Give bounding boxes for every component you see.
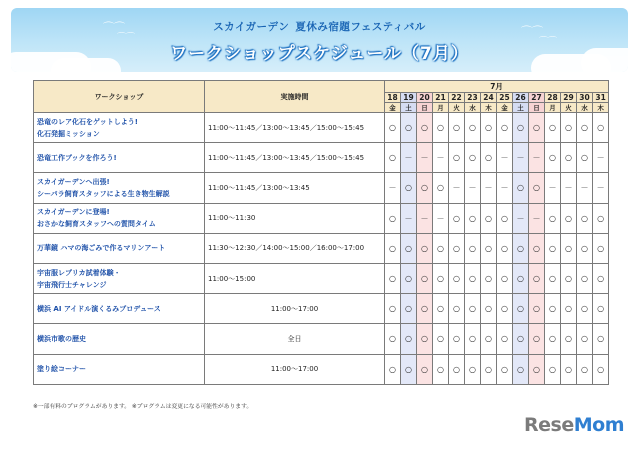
availability-mark: － [513,143,529,173]
availability-mark: ○ [577,233,593,263]
availability-mark: ○ [497,113,513,143]
workshop-name-line: 化石発掘ミッション [37,129,100,138]
availability-mark: ○ [401,354,417,384]
availability-mark: ○ [433,233,449,263]
availability-mark: ○ [577,324,593,354]
availability-mark: ○ [577,143,593,173]
availability-mark: － [497,173,513,203]
availability-mark: ○ [577,263,593,293]
workshop-name-line: 横浜 AI アイドル演くるみプロデュース [37,304,161,313]
availability-mark: ○ [417,113,433,143]
availability-mark: ○ [449,203,465,233]
table-row [34,203,609,233]
availability-mark: ○ [561,354,577,384]
availability-mark: ○ [497,203,513,233]
availability-mark: ○ [577,354,593,384]
footnote: ※一部有料のプログラムがあります。 ※プログラムは変更になる可能性があります。 [33,404,253,410]
weekday-header: 土 [401,103,417,113]
availability-mark: ○ [385,324,401,354]
availability-mark: ○ [497,324,513,354]
availability-mark: ○ [545,233,561,263]
weekday-header: 土 [513,103,529,113]
table-row [34,294,609,324]
weekday-header: 水 [465,103,481,113]
availability-mark: ○ [433,294,449,324]
day-header: 18 [385,93,401,103]
availability-mark: ○ [385,233,401,263]
availability-mark: － [545,173,561,203]
availability-mark: ○ [497,233,513,263]
weekday-header: 木 [481,103,497,113]
availability-mark: ○ [385,113,401,143]
venue-name: スカイガーデン [213,21,290,33]
availability-mark: ○ [577,203,593,233]
bird-icon: ⌒⌒ [103,21,125,34]
availability-mark: ○ [385,354,401,384]
availability-mark: ○ [561,203,577,233]
availability-mark: ○ [577,294,593,324]
resemom-logo [524,414,624,436]
availability-mark: － [561,173,577,203]
workshop-name [34,143,205,173]
availability-mark: ○ [465,233,481,263]
workshop-time: 11:00～11:45／13:00～13:45／15:00～15:45 [205,113,385,143]
availability-mark: ○ [449,294,465,324]
availability-mark: － [401,203,417,233]
availability-mark: ○ [497,263,513,293]
weekday-header: 火 [561,103,577,113]
availability-mark: ○ [401,113,417,143]
workshop-time: 11:00～17:00 [205,294,385,324]
table-row [34,263,609,293]
availability-mark: ○ [545,294,561,324]
availability-mark: ○ [417,324,433,354]
table-row [34,113,609,143]
workshop-time: 11:00～15:00 [205,263,385,293]
availability-mark: ○ [513,173,529,203]
availability-mark: － [577,173,593,203]
workshop-name-line: スカイガーデンに登場! [37,208,110,217]
day-header: 29 [561,93,577,103]
availability-mark: － [497,143,513,173]
availability-mark: ○ [593,233,609,263]
availability-mark: ○ [561,143,577,173]
availability-mark: ○ [513,324,529,354]
availability-mark: ○ [385,294,401,324]
availability-mark: － [513,203,529,233]
availability-mark: － [417,203,433,233]
weekday-header: 月 [433,103,449,113]
day-header: 27 [529,93,545,103]
availability-mark: ○ [513,294,529,324]
availability-mark: ○ [465,263,481,293]
availability-mark: ○ [561,294,577,324]
schedule-table [33,80,609,385]
availability-mark: ○ [513,354,529,384]
festival-name: 夏休み宿題フェスティバル [295,21,426,33]
table-row [34,233,609,263]
weekday-header: 月 [545,103,561,113]
weekday-header: 日 [417,103,433,113]
workshop-time: 11:00～11:45／13:00～13:45／15:00～15:45 [205,143,385,173]
day-header: 22 [449,93,465,103]
logo-text-a: Rese [524,414,574,436]
month-header: 7月 [385,81,609,93]
availability-mark: ○ [401,173,417,203]
logo-text-b: Mom [573,414,624,436]
availability-mark: ○ [417,233,433,263]
availability-mark: ○ [497,354,513,384]
availability-mark: ○ [545,354,561,384]
availability-mark: ○ [593,203,609,233]
workshop-time: 全日 [205,324,385,354]
bird-icon: ⌒⌒ [521,25,543,38]
workshop-name-line: 恐竜工作ブックを作ろう! [37,153,117,162]
availability-mark: ○ [513,113,529,143]
weekday-header: 木 [593,103,609,113]
availability-mark: ○ [465,324,481,354]
availability-mark: ○ [417,294,433,324]
availability-mark: ○ [401,294,417,324]
page-title: ワークショップスケジュール（7月） [170,44,469,64]
workshop-time: 11:30～12:30／14:00～15:00／16:00～17:00 [205,233,385,263]
workshop-name [34,294,205,324]
availability-mark: － [465,173,481,203]
availability-mark: ○ [417,173,433,203]
availability-mark: － [417,143,433,173]
day-header: 31 [593,93,609,103]
header-banner [11,8,628,72]
table-row [34,173,609,203]
availability-mark: － [529,203,545,233]
availability-mark: － [433,203,449,233]
availability-mark: － [401,143,417,173]
availability-mark: ○ [433,113,449,143]
bird-icon: ⌒⌒ [539,37,558,47]
availability-mark: － [593,143,609,173]
availability-mark: － [481,173,497,203]
day-header: 21 [433,93,449,103]
availability-mark: ○ [529,294,545,324]
day-header: 19 [401,93,417,103]
time-column-header: 実施時間 [205,81,385,113]
availability-mark: ○ [449,233,465,263]
workshop-time: 11:00～11:30 [205,203,385,233]
availability-mark: ○ [545,263,561,293]
availability-mark: ○ [433,263,449,293]
workshop-name [34,203,205,233]
workshop-name-line: 宇宙服レプリカ試着体験・ [37,268,121,277]
availability-mark: ○ [433,354,449,384]
day-header: 30 [577,93,593,103]
day-header: 26 [513,93,529,103]
availability-mark: ○ [481,324,497,354]
availability-mark: ○ [513,263,529,293]
availability-mark: － [449,173,465,203]
availability-mark: ○ [385,203,401,233]
workshop-name-line: 万華鏡 ハマの海ごみで作るマリンアート [37,244,166,253]
weekday-header: 火 [449,103,465,113]
weekday-header: 日 [529,103,545,113]
bird-icon: ⌒⌒ [117,33,136,43]
workshop-name-line: シーパラ飼育スタッフによる生き物生解説 [37,189,170,198]
availability-mark: ○ [561,324,577,354]
weekday-header: 金 [497,103,513,113]
availability-mark: ○ [529,354,545,384]
availability-mark: － [529,143,545,173]
availability-mark: － [385,173,401,203]
availability-mark: ○ [465,203,481,233]
availability-mark: ○ [401,263,417,293]
availability-mark: － [433,143,449,173]
availability-mark: ○ [449,263,465,293]
availability-mark: ○ [449,354,465,384]
availability-mark: ○ [465,113,481,143]
availability-mark: ○ [417,263,433,293]
availability-mark: ○ [433,173,449,203]
workshop-name [34,233,205,263]
availability-mark: ○ [481,263,497,293]
availability-mark: ○ [545,324,561,354]
availability-mark: ○ [545,113,561,143]
weekday-header: 金 [385,103,401,113]
workshop-name [34,173,205,203]
workshop-name-line: スカイガーデンへ出張! [37,177,110,186]
workshop-name [34,113,205,143]
availability-mark: ○ [385,263,401,293]
availability-mark: ○ [593,113,609,143]
availability-mark: ○ [593,324,609,354]
day-header: 20 [417,93,433,103]
availability-mark: ○ [561,233,577,263]
availability-mark: ○ [417,354,433,384]
workshop-name-line: 横浜市歌の歴史 [37,334,86,343]
availability-mark: ○ [385,143,401,173]
workshop-name-line: 恐竜のレア化石をゲットしよう! [37,117,138,126]
table-row [34,354,609,384]
availability-mark: ○ [401,324,417,354]
availability-mark: ○ [529,324,545,354]
availability-mark: ○ [449,143,465,173]
banner-subtitle [11,19,628,34]
workshop-column-header: ワークショップ [34,81,205,113]
availability-mark: ○ [465,143,481,173]
availability-mark: ○ [545,143,561,173]
availability-mark: ○ [513,233,529,263]
availability-mark: ○ [593,354,609,384]
availability-mark: ○ [481,354,497,384]
availability-mark: ○ [433,324,449,354]
availability-mark: ○ [529,233,545,263]
availability-mark: ○ [481,233,497,263]
workshop-name [34,354,205,384]
day-header: 24 [481,93,497,103]
day-header: 28 [545,93,561,103]
availability-mark: ○ [593,263,609,293]
availability-mark: ○ [577,113,593,143]
availability-mark: ○ [545,203,561,233]
workshop-name [34,324,205,354]
table-row [34,324,609,354]
availability-mark: ○ [529,263,545,293]
workshop-name-line: 塗り絵コーナー [37,365,86,374]
availability-mark: ○ [481,294,497,324]
day-header: 25 [497,93,513,103]
availability-mark: ○ [561,113,577,143]
availability-mark: ○ [449,113,465,143]
availability-mark: ○ [481,143,497,173]
day-header: 23 [465,93,481,103]
availability-mark: ○ [481,203,497,233]
availability-mark: ○ [401,233,417,263]
schedule-body [34,113,609,385]
table-row [34,143,609,173]
availability-mark: ○ [465,354,481,384]
availability-mark: ○ [465,294,481,324]
workshop-time: 11:00～11:45／13:00～13:45 [205,173,385,203]
workshop-name-line: おさかな飼育スタッフへの質問タイム [37,220,156,229]
workshop-name [34,263,205,293]
weekday-header: 水 [577,103,593,113]
workshop-time: 11:00～17:00 [205,354,385,384]
availability-mark: － [593,173,609,203]
availability-mark: ○ [529,113,545,143]
availability-mark: ○ [593,294,609,324]
availability-mark: ○ [449,324,465,354]
availability-mark: ○ [529,173,545,203]
availability-mark: ○ [561,263,577,293]
availability-mark: ○ [481,113,497,143]
availability-mark: ○ [497,294,513,324]
workshop-name-line: 宇宙飛行士チャレンジ [37,280,107,289]
